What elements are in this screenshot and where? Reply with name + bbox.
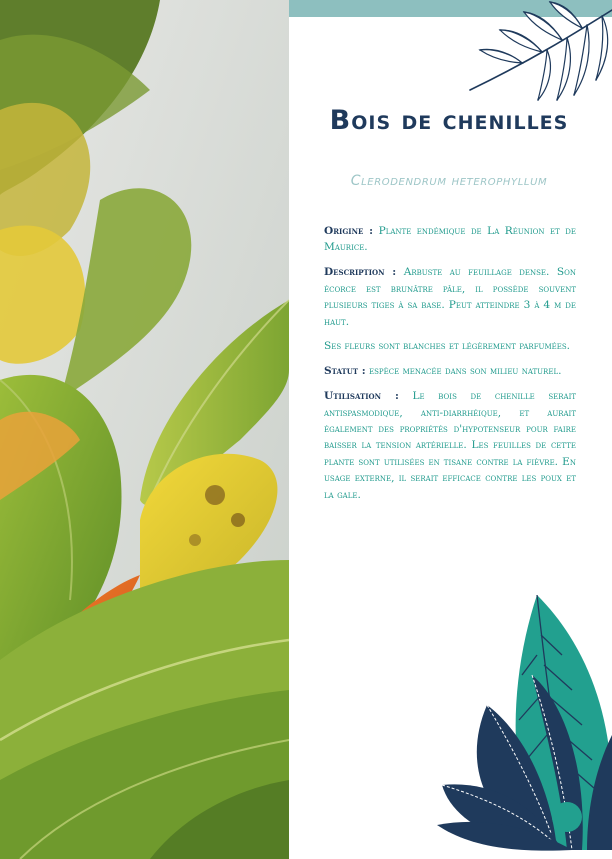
latin-name: Clerodendrum heterophyllum [350,173,548,189]
section-origine [324,223,576,256]
description-text: Arbuste au feuillage dense. Son écorce est brunâtre pâle, il possède souvent plusieurs tiges à sa base. Peut atteindre 3 à 4 m de haut. [324,266,577,328]
plant-photo-drawing [0,0,289,859]
statut-text: espèce menacée dans son milieu naturel. [369,365,562,378]
fleurs-text: Ses fleurs sont blanches et légèrement parfumées. [324,340,571,353]
page-title: Bois de chenilles [329,105,569,136]
utilisation-text: Le bois de chenille serait antispasmodique, anti-diarrhéique, et aurait également des propriétés d'hypotenseur pour faire baisser la tension artérielle. Les feuilles de cette plante sont utilisées en tisane contre la fièvre. En usage externe, il serait efficace contre les poux et la gale. [324,390,576,501]
section-description [324,264,576,330]
statut-label: Statut : [324,365,366,378]
origine-label: Origine : [324,225,374,237]
section-utilisation [324,388,576,503]
origine-text: Plante endémique de La Réunion et de Maurice. [324,225,577,254]
fern-branch-illustration [462,0,612,114]
section-statut [324,363,576,379]
description-label: Description : [324,266,397,279]
utilisation-label: Utilisation : [324,390,399,403]
section-fleurs [324,338,576,354]
plant-photo [0,0,289,859]
leaves-illustration [437,595,612,859]
body-text [324,223,576,512]
